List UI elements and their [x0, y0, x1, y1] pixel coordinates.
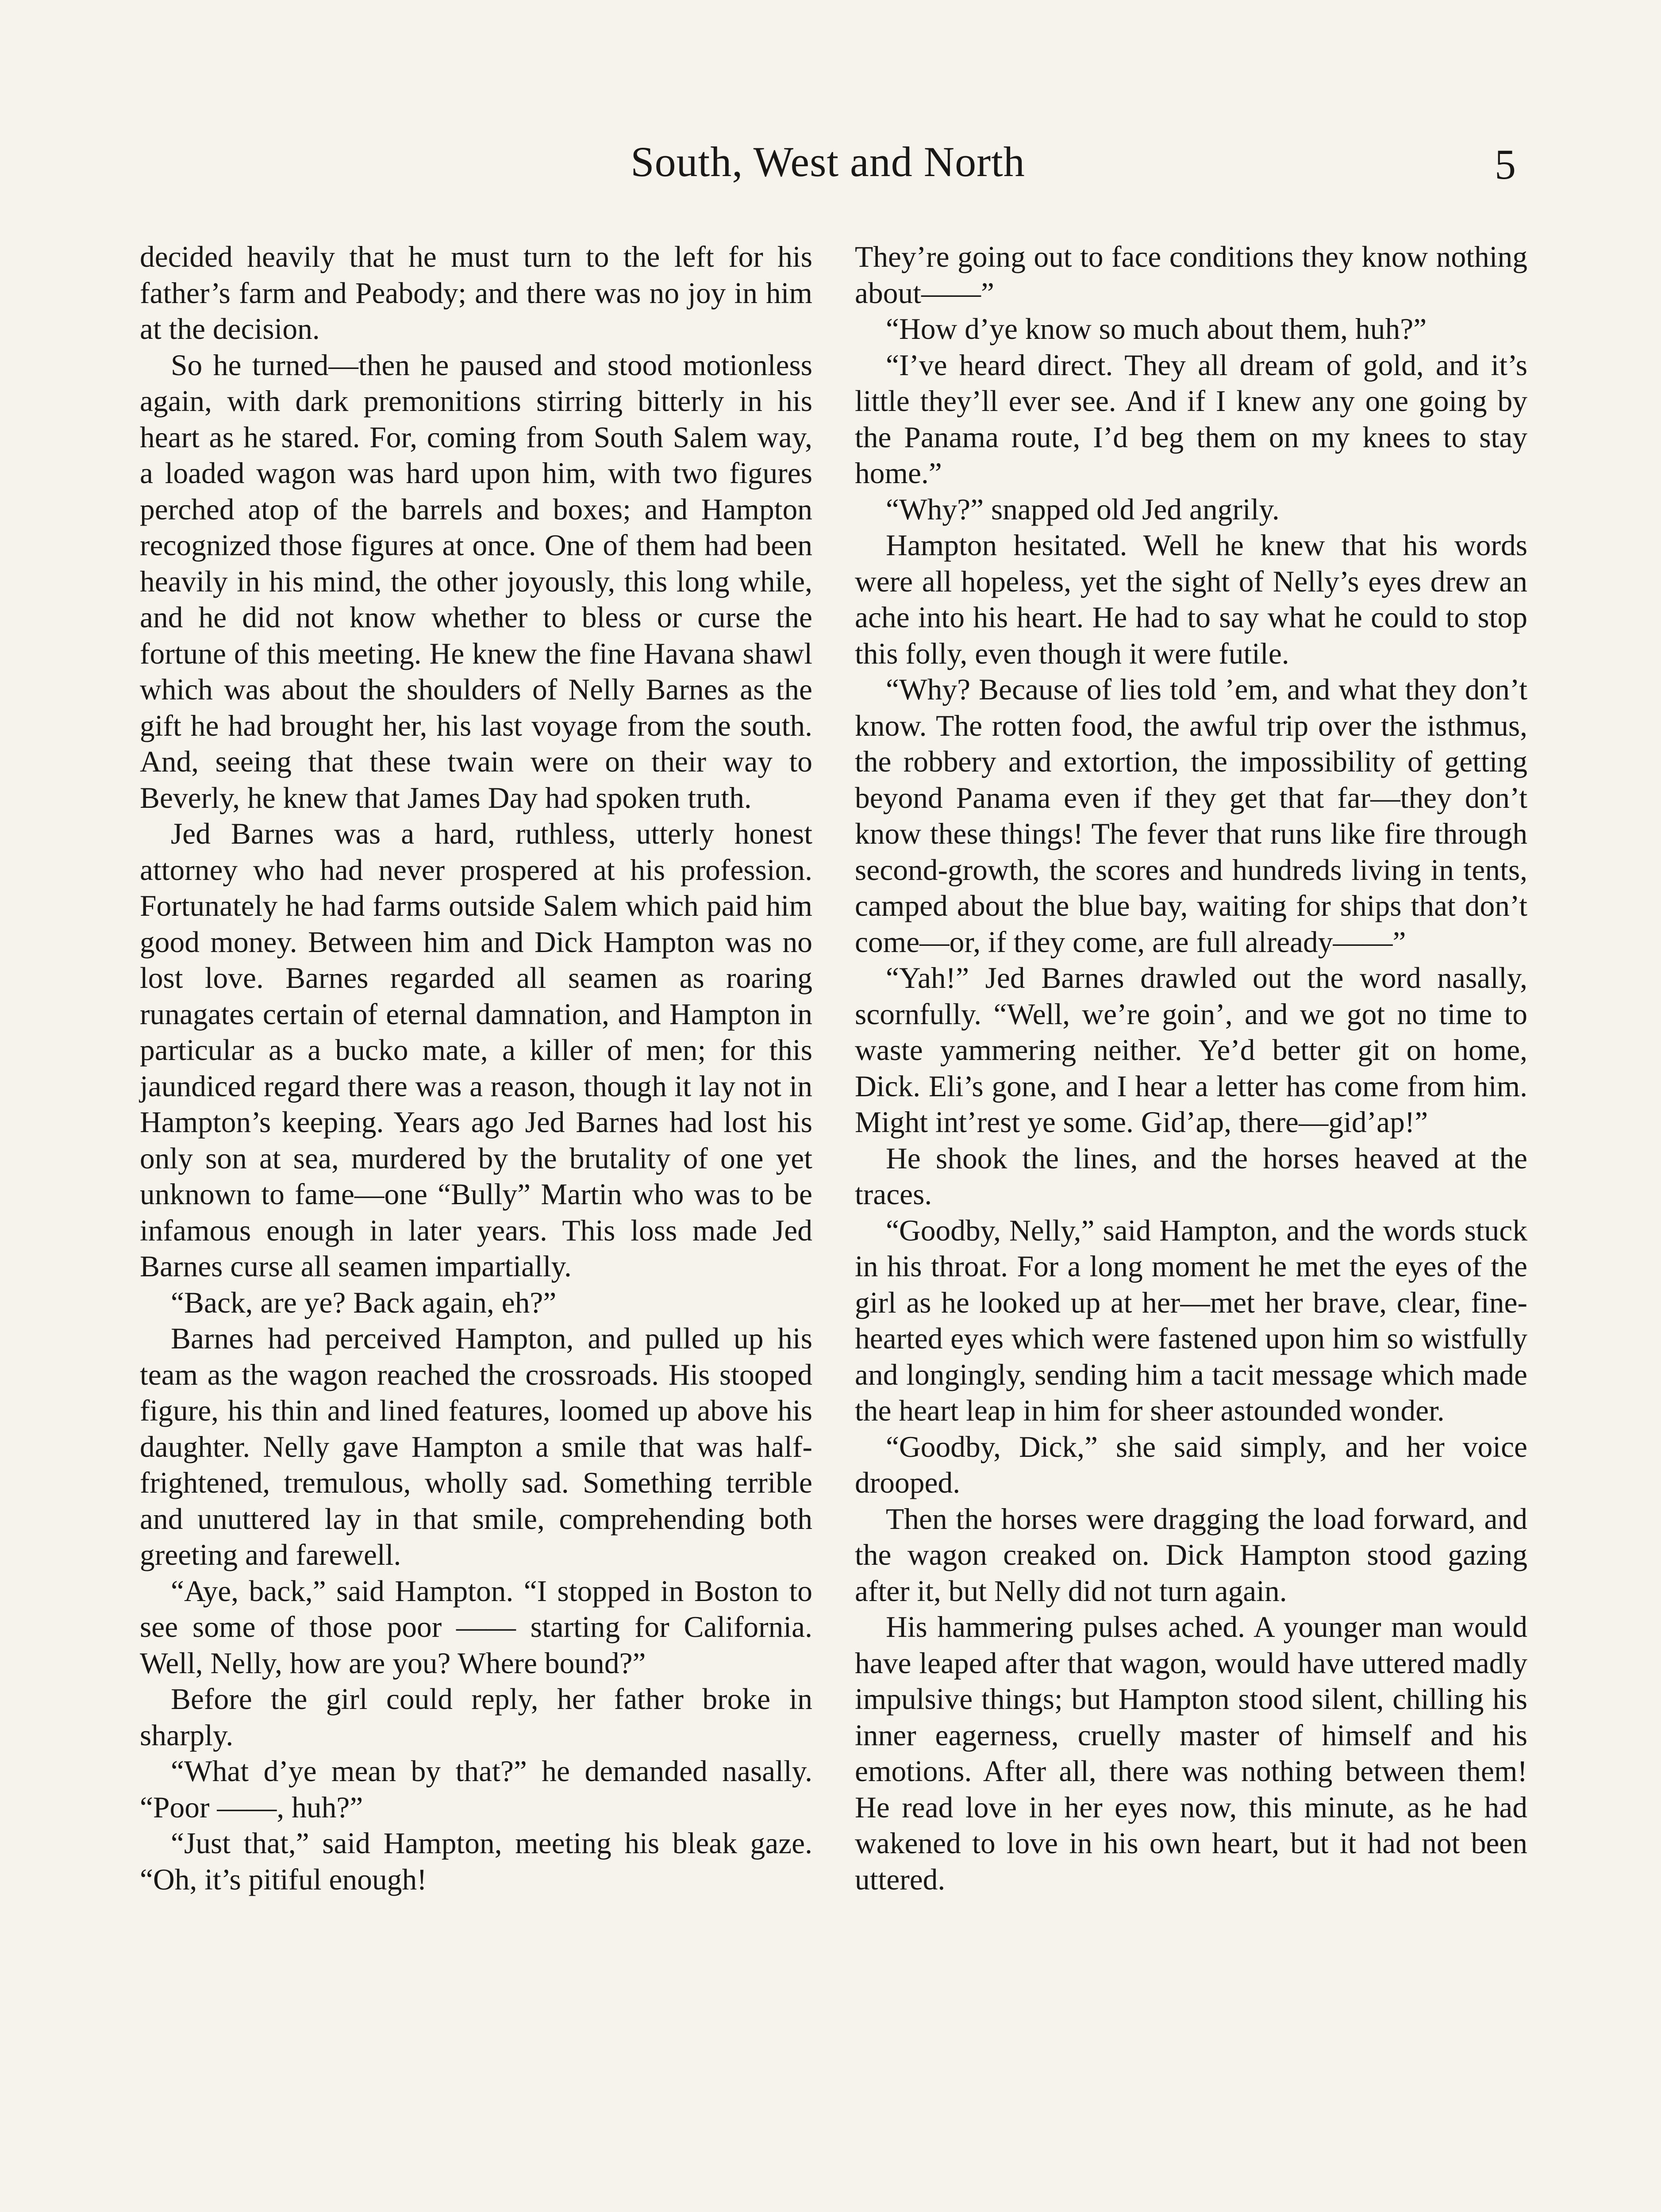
paragraph: “What d’ye mean by that?” he demanded nasally. “Poor ——, huh?”: [140, 1755, 812, 1824]
paragraph: He shook the lines, and the horses heaved at the traces.: [855, 1141, 1527, 1211]
paragraph: “Yah!” Jed Barnes drawled out the word nasally, scornfully. “Well, we’re goin’, and we got no time to waste yammering neither. Ye’d better git on home, Dick. Eli’s gone, and I hear a letter has come from him. Might int’rest ye some. Gid’ap, there—gid’ap!”: [855, 961, 1527, 1139]
paragraph: “Back, are ye? Back again, eh?”: [171, 1286, 557, 1319]
left-column: [140, 239, 812, 1897]
paragraph: Jed Barnes was a hard, ruthless, utterly honest attorney who had never prospered at his profession. Fortunately he had farms outside Salem which paid him good money. Between him and Dick Hampton was no lost love. Barnes regarded all seamen as roaring runagates certain of eternal damnation, and Hampton in particular as a bucko mate, a killer of men; for this jaundiced regard there was a reason, though it lay not in Hampton’s keeping. Years ago Jed Barnes had lost his only son at sea, murdered by the brutality of one yet unknown to fame—one “Bully” Martin who was to be infamous enough in later years. This loss made Jed Barnes curse all seamen impartially.: [140, 817, 812, 1283]
paragraph: So he turned—then he paused and stood motionless again, with dark premonitions stirring bitterly in his heart as he stared. For, coming from South Salem way, a loaded wagon was hard upon him, with two figures perched atop of the barrels and boxes; and Hampton recognized those figures at once. One of them had been heavily in his mind, the other joyously, this long while, and he did not know whether to bless or curse the fortune of this meeting. He knew the fine Havana shawl which was about the shoulders of Nelly Barnes as the gift he had brought her, his last voyage from the south. And, seeing that these twain were on their way to Beverly, he knew that James Day had spoken truth.: [140, 348, 812, 814]
paragraph: Before the girl could reply, her father broke in sharply.: [140, 1682, 812, 1752]
paragraph: “How d’ye know so much about them, huh?”: [886, 312, 1427, 346]
paragraph: “Aye, back,” said Hampton. “I stopped in Boston to see some of those poor —— starting for California. Well, Nelly, how are you? Where bound?”: [140, 1574, 812, 1680]
paragraph: “Just that,” said Hampton, meeting his bleak gaze. “Oh, it’s pitiful enough!: [140, 1827, 812, 1896]
paragraph: “Goodby, Dick,” she said simply, and her voice drooped.: [855, 1430, 1527, 1499]
right-column: [855, 239, 1527, 1897]
paragraph: His hammering pulses ached. A younger man would have leaped after that wagon, would have uttered madly impulsive things; but Hampton stood silent, chilling his inner eagerness, cruelly master of himself and his emotions. After all, there was nothing between them! He read love in her eyes now, this minute, as he had wakened to love in his own heart, but it had not been uttered.: [855, 1610, 1527, 1896]
paragraph: They’re going out to face conditions they know nothing about——”: [855, 240, 1527, 310]
running-title: South, West and North: [631, 138, 1025, 185]
paragraph: Then the horses were dragging the load forward, and the wagon creaked on. Dick Hampton stood gazing after it, but Nelly did not turn again.: [855, 1502, 1527, 1608]
paragraph: Barnes had perceived Hampton, and pulled up his team as the wagon reached the crossroads. His stooped figure, his thin and lined features, loomed up above his daughter. Nelly gave Hampton a smile that was half-frightened, tremulous, wholly sad. Something terrible and unuttered lay in that smile, comprehending both greeting and farewell.: [140, 1322, 812, 1571]
page-header: [140, 137, 1516, 199]
paragraph: “Goodby, Nelly,” said Hampton, and the words stuck in his throat. For a long moment he met the eyes of the girl as he looked up at her—met her brave, clear, fine-hearted eyes which were fastened upon him so wistfully and longingly, sending him a tacit message which made the heart leap in him for sheer astounded wonder.: [855, 1214, 1527, 1427]
paragraph: Hampton hesitated. Well he knew that his words were all hopeless, yet the sight of Nelly’s eyes drew an ache into his heart. He had to say what he could to stop this folly, even though it were futile.: [855, 529, 1527, 670]
page-number: 5: [1495, 141, 1516, 188]
paragraph: “Why? Because of lies told ’em, and what they don’t know. The rotten food, the awful trip over the isthmus, the robbery and extortion, the impossibility of getting beyond Panama even if they get that far—they don’t know these things! The fever that runs like fire through second-growth, the scores and hundreds living in tents, camped about the blue bay, waiting for ships that don’t come—or, if they come, are full already——”: [855, 673, 1527, 959]
paragraph: “Why?” snapped old Jed angrily.: [886, 492, 1280, 526]
paragraph: “I’ve heard direct. They all dream of gold, and it’s little they’ll ever see. And if I knew any one going by the Panama route, I’d beg them on my knees to stay home.”: [855, 348, 1527, 490]
paragraph: decided heavily that he must turn to the left for his father’s farm and Peabody; and there was no joy in him at the decision.: [140, 240, 812, 346]
